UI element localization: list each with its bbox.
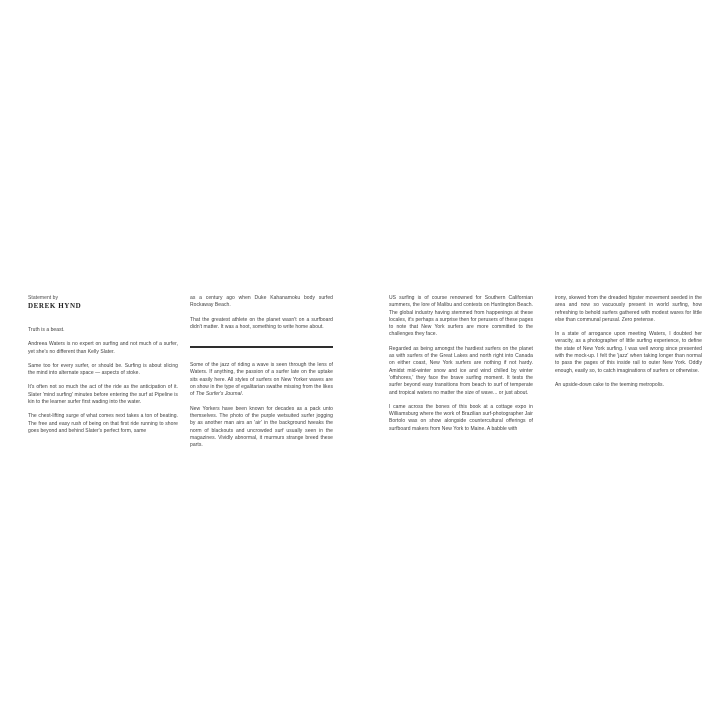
paragraph: Same too for every surfer, or should be. Surfing is about slicing the mind into alternate space — aspects of stoke.: [28, 362, 178, 377]
text-column-4: [555, 295, 702, 389]
paragraph: I came across the bones of this book at a cottage expo in Williamsburg where the work of Brazilian surf-photographer Jair Bortolo was on show alongside countercultural offerings of surfboard makers from New York to Maine. A babble with: [389, 403, 533, 432]
paragraph: It's often not so much the act of the ride as the anticipation of it. Slater 'mind surfing' minutes before entering the surf at Pipeline is kin to the learner surfer first wading into the water.: [28, 384, 178, 406]
paragraph: An upside-down cake to the teeming metropolis.: [555, 381, 665, 388]
byline: [28, 295, 178, 311]
paragraph: The chest-lifting surge of what comes next takes a ton of beating. The free and easy rush of being on that first ride running to shore goes beyond and behind Slater's perfect form, same: [28, 413, 178, 434]
paragraph: as a century ago when Duke Kahanamoku body surfed Rockaway Beach.: [190, 295, 333, 309]
paragraph: [190, 362, 333, 398]
paragraph: irony, skewed from the dreaded hipster movement seeded in the area and now so vacuously present in world surfing, how refreshing to behold surfers gathered with modest wares for little else than communal perusal. Zero pretense.: [555, 295, 702, 323]
paragraph: Truth is a beast.: [28, 327, 65, 333]
paragraph: That the greatest athlete on the planet wasn't on a surfboard didn't matter. It was a hoot, something to write home about.: [190, 316, 333, 330]
byline-author: DEREK HYND: [28, 302, 82, 310]
paragraph-text: .: [241, 391, 244, 398]
byline-label: Statement by: [28, 295, 59, 301]
paragraph: Regarded as being amongst the hardiest surfers on the planet as with surfers of the Great Lakes and north right into Canada on either coast, New York surfers are nothing if not hardy. Amidst mid-winter snow and ice and wind chilled by winter 'offshores,' they face the brave surfing moment. It tests the surfer beyond easy transitions from beach to surf of temperate and tropical waters no matter the size of wave... or just about.: [389, 345, 533, 396]
paragraph: Andreea Waters is no expert on surfing and not much of a surfer, yet she's no different than Kelly Slater.: [28, 341, 178, 355]
paragraph-text: Some of the jazz of riding a wave is seen through the lens of Waters. If anything, the passion of a surfer late on the uptake sits easily here. All styles of surfers on New Yorker waves are on show in the type of egalitarian swathe missing from the likes of: [190, 362, 333, 398]
paragraph: US surfing is of course renowned for Southern Californian summers, the lore of Malibu and contests on Huntington Beach. The global industry having stemmed from happenings at these locales, it's perhaps a surprise then for perusers of these pages to note that New York surfers are more committed to the challenges they face.: [389, 295, 533, 338]
paragraph: New Yorkers have been known for decades as a pack unto themselves. The photo of the purple wetsuited surfer jogging by as another man airs an 'air' in the background tweaks the norm of blackouts and uncrowded surf usually seen in the magazines. Vividly abnormal, it murmurs strange breed these parts.: [190, 405, 333, 449]
text-column-2: [190, 295, 333, 449]
text-column-1: [28, 295, 178, 435]
text-column-3: [389, 295, 533, 433]
section-divider: [190, 346, 333, 348]
paragraph: In a state of arrogance upon meeting Waters, I doubted her veracity, as a photographer of little surfing experience, to define the state of New York surfing. I was well wrong since presented with the mock-up. I felt the 'jazz' when taking longer than normal to pass the pages of this inside rail to outer New York. Oddly enough, easily so, to catch imaginations of surfers or otherwise.: [555, 331, 702, 374]
journal-title: The Surfer's Journal: [195, 391, 242, 398]
